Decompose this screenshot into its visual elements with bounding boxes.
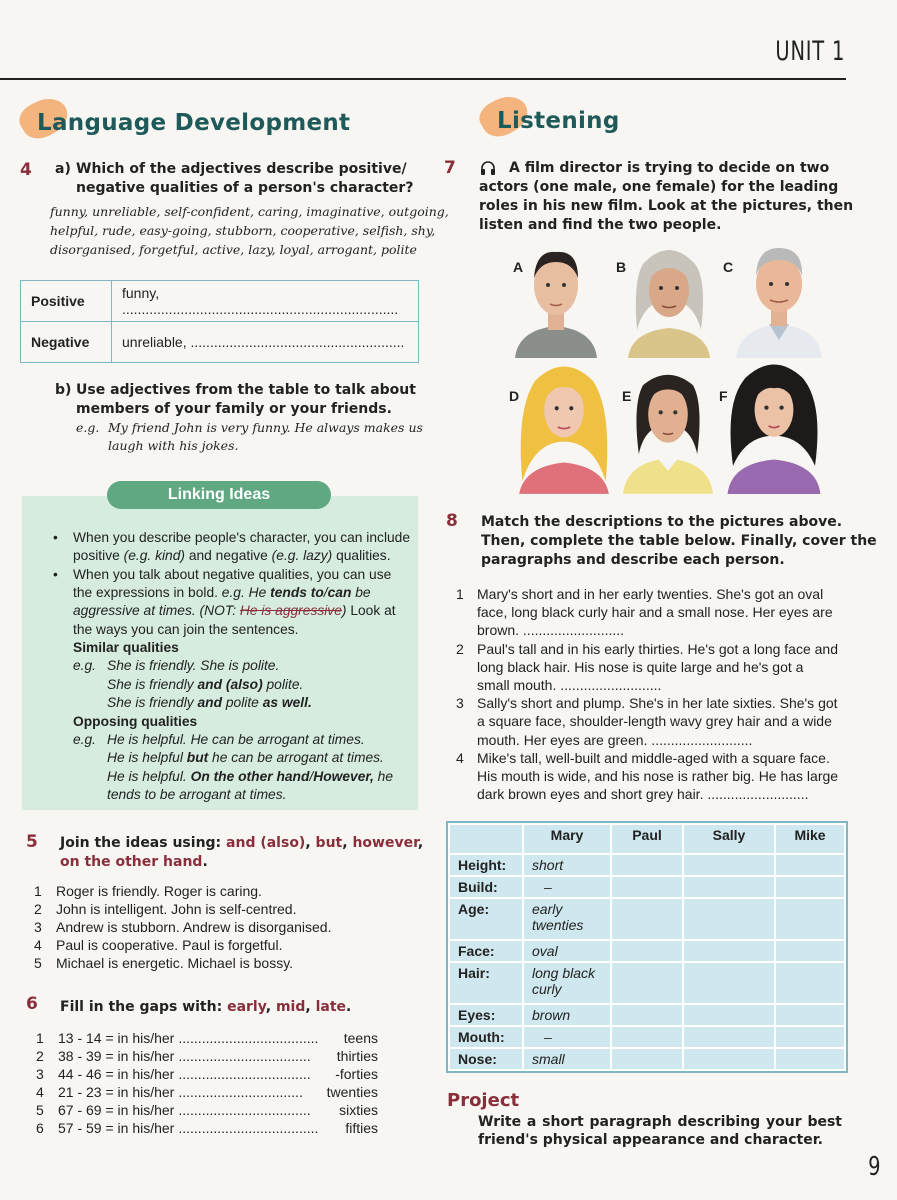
adjective-list-line: disorganised, forgetful, active, lazy, loyal, arrogant, polite	[50, 242, 417, 257]
cell-sally[interactable]	[683, 1026, 775, 1048]
positive-negative-table	[20, 280, 419, 363]
row-label: Eyes:	[449, 1004, 523, 1026]
table-row	[449, 1004, 845, 1026]
exercise-8-instruction-line: Match the descriptions to the pictures above.	[481, 514, 843, 530]
picture-label: A	[513, 259, 524, 275]
cell-paul[interactable]	[611, 1048, 683, 1070]
list-item: 1 Roger is friendly. Roger is caring.	[34, 883, 262, 899]
description-item: 3 Sally's short and plump. She's in her late sixties. She's got a square face, shoulder-length wavy grey hair and a wide mouth. Her eyes are green. ..........................	[456, 695, 838, 748]
picture-label: E	[622, 388, 632, 404]
cell-mary: long black curly	[523, 962, 611, 1004]
table-row	[449, 1026, 845, 1048]
picture-label: D	[509, 388, 520, 404]
row-label-positive: Positive	[21, 281, 112, 322]
linking-ideas-title: Linking Ideas	[107, 481, 331, 509]
cell-mike[interactable]	[775, 940, 845, 962]
exercise-7-instruction-line: roles in his new film. Look at the pictures, then	[479, 198, 854, 214]
opposing-example-4: tends to be arrogant at times.	[107, 787, 287, 802]
exercise-8-instruction-line: Then, complete the table below. Finally, cover the	[481, 533, 877, 549]
cell-mary: small	[523, 1048, 611, 1070]
cell-paul[interactable]	[611, 898, 683, 940]
adjective-list-line: funny, unreliable, self-confident, caring, imaginative, outgoing,	[50, 204, 449, 219]
header-cell-empty	[449, 824, 523, 854]
exercise-4b-instruction-line: Use adjectives from the table to talk about	[76, 382, 416, 398]
cell-paul[interactable]	[611, 940, 683, 962]
row-label: Build:	[449, 876, 523, 898]
page-number: 9	[868, 1152, 881, 1182]
cell-mike[interactable]	[775, 1004, 845, 1026]
cell-mary: –	[523, 876, 611, 898]
cell-mary: oval	[523, 940, 611, 962]
portrait-b	[623, 240, 715, 358]
exercise-4b-label: b)	[55, 382, 72, 398]
description-item: 2 Paul's tall and in his early thirties. He's got a long face and long black hair. His nose is quite large and he's got a small mouth. ..........................	[456, 640, 838, 694]
exercise-number: 6	[26, 994, 38, 1014]
cell-paul[interactable]	[611, 1004, 683, 1026]
exercise-7-instruction-line: A film director is trying to decide on two	[509, 160, 830, 176]
table-row	[449, 1048, 845, 1070]
example-label: e.g.	[73, 732, 97, 747]
answer-field-negative[interactable]: unreliable, .......................................................	[112, 322, 419, 363]
list-item: 4 Paul is cooperative. Paul is forgetful.	[34, 937, 283, 953]
picture-label: B	[616, 259, 627, 275]
similar-example-3: She is friendly and polite as well.	[107, 695, 312, 710]
cell-sally[interactable]	[683, 962, 775, 1004]
header-cell-sally: Sally	[683, 824, 775, 854]
matching-grid	[448, 823, 846, 1071]
header-cell-mary: Mary	[523, 824, 611, 854]
answer-field-positive[interactable]: funny, .......................................................................	[112, 281, 419, 322]
project-instruction-line: Write a short paragraph describing your best	[478, 1114, 842, 1130]
cell-mike[interactable]	[775, 876, 845, 898]
portrait-e	[620, 362, 716, 494]
example-sentence-line: My friend John is very funny. He always makes us	[108, 420, 423, 435]
exercise-5-instruction: on the other hand.	[60, 854, 208, 870]
cell-mike[interactable]	[775, 1026, 845, 1048]
exercise-4b-instruction-line: members of your family or your friends.	[76, 401, 392, 417]
cell-mary: early twenties	[523, 898, 611, 940]
list-item: 2 38 - 39 = in his/her .................................. thirties	[36, 1048, 378, 1064]
list-item: 2 John is intelligent. John is self-centred.	[34, 901, 297, 917]
opposing-example-3: He is helpful. On the other hand/However, he	[107, 769, 394, 784]
person-description-table	[446, 821, 848, 1073]
project-instruction-line: friend's physical appearance and character.	[478, 1132, 823, 1148]
exercise-4a-instruction-line: negative qualities of a person's character?	[76, 180, 414, 196]
cell-paul[interactable]	[611, 876, 683, 898]
cell-sally[interactable]	[683, 898, 775, 940]
exercise-number: 4	[20, 160, 32, 180]
list-item: 3 44 - 46 = in his/her .................................. -forties	[36, 1066, 378, 1082]
cell-mary: brown	[523, 1004, 611, 1026]
similar-example-2: She is friendly and (also) polite.	[107, 677, 304, 692]
exercise-number: 5	[26, 832, 38, 852]
cell-paul[interactable]	[611, 1026, 683, 1048]
section-title-listening: Listening	[497, 108, 620, 134]
cell-mary: –	[523, 1026, 611, 1048]
exercise-4a-label: a)	[55, 161, 71, 177]
exercise-8-list	[456, 585, 846, 803]
cell-mike[interactable]	[775, 1048, 845, 1070]
opposing-qualities-heading: Opposing qualities	[73, 714, 198, 729]
unit-label: UNIT 1	[775, 36, 845, 67]
list-item: 4 21 - 23 = in his/her ................................ twenties	[36, 1084, 378, 1100]
similar-example-1: She is friendly. She is polite.	[107, 658, 280, 673]
table-row	[449, 940, 845, 962]
cell-mike[interactable]	[775, 898, 845, 940]
portrait-a	[510, 240, 602, 358]
list-item: 6 57 - 59 = in his/her .................................... fifties	[36, 1120, 378, 1136]
opposing-example-1: He is helpful. He can be arrogant at times.	[107, 732, 365, 747]
row-label: Height:	[449, 854, 523, 876]
exercise-5-instruction: Join the ideas using: and (also), but, however,	[60, 835, 424, 851]
exercise-7-instruction-line: actors (one male, one female) for the leading	[479, 179, 839, 195]
cell-paul[interactable]	[611, 854, 683, 876]
table-header-row	[449, 824, 845, 854]
table-row	[449, 962, 845, 1004]
example-sentence-line: laugh with his jokes.	[108, 438, 239, 453]
row-label: Hair:	[449, 962, 523, 1004]
description-item: 1 Mary's short and in her early twenties. She's got an oval face, long black curly hair and a small nose. Her eyes are brown. ..........................	[456, 586, 833, 639]
headphones-icon	[479, 159, 497, 177]
row-label-negative: Negative	[21, 322, 112, 363]
exercise-6-list	[36, 1029, 378, 1137]
cell-sally[interactable]	[683, 854, 775, 876]
row-label: Mouth:	[449, 1026, 523, 1048]
row-label: Age:	[449, 898, 523, 940]
portrait-c	[733, 240, 825, 358]
picture-label: C	[723, 259, 734, 275]
cell-sally[interactable]	[683, 940, 775, 962]
header-cell-paul: Paul	[611, 824, 683, 854]
row-label: Face:	[449, 940, 523, 962]
header-cell-mike: Mike	[775, 824, 845, 854]
section-title-language-development: Language Development	[37, 110, 351, 136]
exercise-number: 7	[444, 158, 456, 178]
cell-paul[interactable]	[611, 962, 683, 1004]
portrait-f	[724, 358, 824, 494]
list-item: 5 67 - 69 = in his/her .................................. sixties	[36, 1102, 378, 1118]
opposing-example-2: He is helpful but he can be arrogant at times.	[107, 750, 384, 765]
exercise-number: 8	[446, 511, 458, 531]
exercise-7-instruction-line: listen and find the two people.	[479, 217, 722, 233]
bullet-icon: •	[53, 530, 58, 545]
list-item: 1 13 - 14 = in his/her .................................... teens	[36, 1030, 378, 1046]
example-label: e.g.	[76, 420, 100, 435]
exercise-6-instruction: Fill in the gaps with: early, mid, late.	[60, 999, 352, 1015]
list-item: 5 Michael is energetic. Michael is bossy.	[34, 955, 294, 971]
picture-label: F	[719, 388, 728, 404]
table-row	[449, 898, 845, 940]
cell-sally[interactable]	[683, 1048, 775, 1070]
table-row	[449, 876, 845, 898]
exercise-8-instruction-line: paragraphs and describe each person.	[481, 552, 785, 568]
list-item: 3 Andrew is stubborn. Andrew is disorganised.	[34, 919, 332, 935]
row-label: Nose:	[449, 1048, 523, 1070]
exercise-4a-instruction-line: Which of the adjectives describe positive/	[76, 161, 407, 177]
table-row	[21, 281, 419, 322]
project-title: Project	[447, 1090, 520, 1111]
portrait-d	[516, 358, 612, 494]
similar-qualities-heading: Similar qualities	[73, 640, 179, 655]
linking-bullet-2: When you talk about negative qualities, you can use the expressions in bold. e.g. He tends to/can be aggressive at times. (NOT: He is aggressive) Look at the ways you can join the sentences.	[73, 567, 396, 637]
cell-mary: short	[523, 854, 611, 876]
example-label: e.g.	[73, 658, 97, 673]
cell-mike[interactable]	[775, 854, 845, 876]
bullet-icon: •	[53, 567, 58, 582]
table-row	[449, 854, 845, 876]
linking-bullet-1: When you describe people's character, you can include positive (e.g. kind) and negative (e.g. lazy) qualities.	[73, 530, 411, 564]
header-rule	[0, 78, 846, 80]
cell-sally[interactable]	[683, 876, 775, 898]
cell-mike[interactable]	[775, 962, 845, 1004]
exercise-5-list	[34, 882, 414, 972]
adjective-list-line: helpful, rude, easy-going, stubborn, cooperative, selfish, shy,	[50, 223, 436, 238]
cell-sally[interactable]	[683, 1004, 775, 1026]
table-row	[21, 322, 419, 363]
description-item: 4 Mike's tall, well-built and middle-aged with a square face. His mouth is wide, and his nose is rather big. He has large dark brown eyes and short grey hair. ..........................	[456, 749, 839, 803]
